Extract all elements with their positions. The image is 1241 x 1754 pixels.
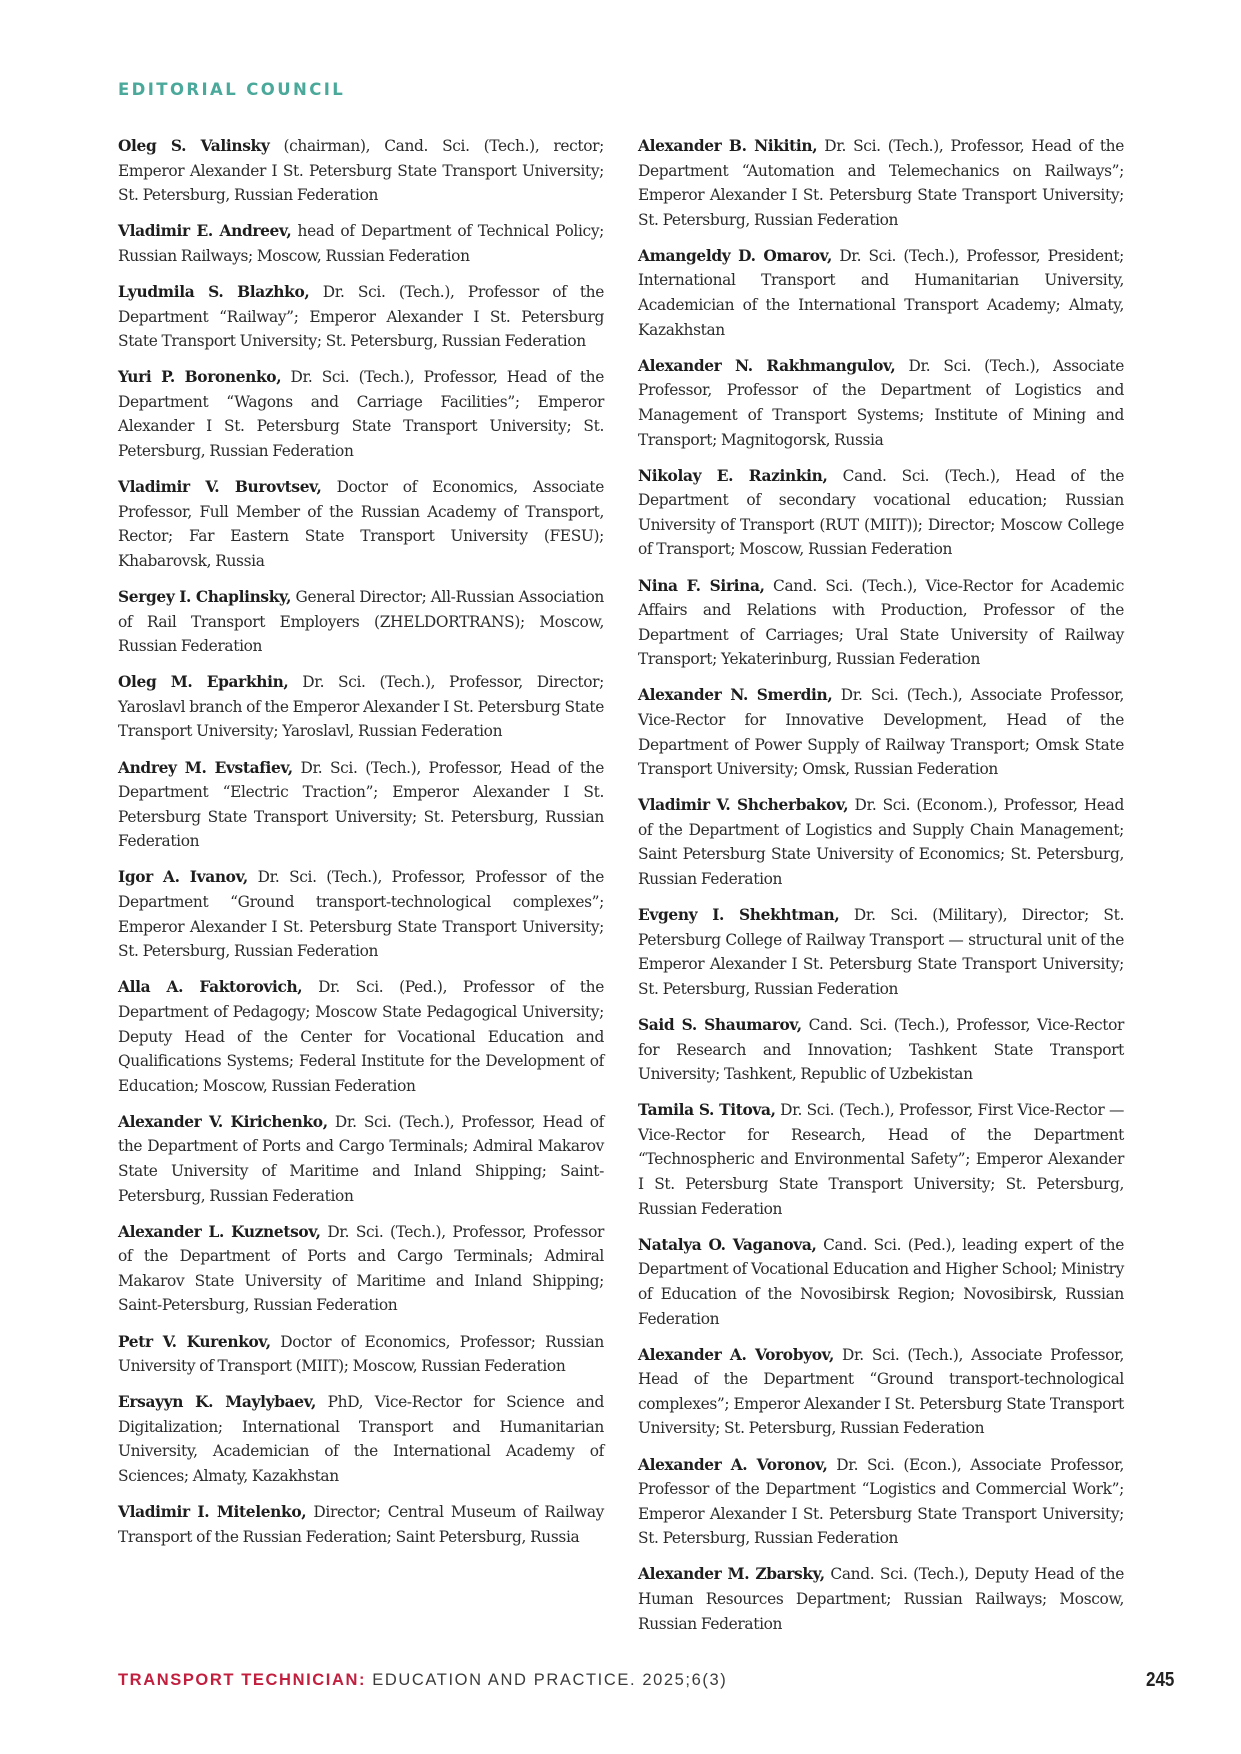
section-title: EDITORIAL COUNCIL <box>118 80 346 99</box>
member-affiliation: head of Department of Technical Policy; Russian Railways; Moscow, Russian Federation <box>118 222 605 265</box>
member-name: Natalya O. Vaganova, <box>638 1235 817 1254</box>
journal-name: TRANSPORT TECHNICIAN: <box>118 1671 367 1689</box>
council-member-entry <box>638 1343 1124 1441</box>
member-affiliation: PhD, Vice-Rector for Science and Digitalization; International Transport and Humanitarian University, Academician of the International Academy of Sciences; Almaty, Kazakhstan <box>118 1393 604 1485</box>
member-affiliation: Dr. Sci. (Military), Director; St. Petersburg College of Railway Transport — structural unit of the Emperor Alexander I St. Petersburg State Transport University; St. Petersburg, Russian Federation <box>638 906 1124 998</box>
council-member-entry <box>638 464 1124 562</box>
member-name: Igor A. Ivanov, <box>118 868 248 887</box>
member-name: Vladimir I. Mitelenko, <box>118 1503 307 1522</box>
member-name: Alexander A. Vorobyov, <box>638 1345 834 1364</box>
council-member-entry <box>638 1233 1124 1331</box>
member-affiliation: Doctor of Economics, Associate Professor, Full Member of the Russian Academy of Transport, Rector; Far Eastern State Transport University (FESU); Khabarovsk, Russia <box>118 478 604 570</box>
member-name: Nikolay E. Razinkin, <box>638 466 828 485</box>
member-affiliation: Cand. Sci. (Tech.), Deputy Head of the Human Resources Department; Russian Railways; Moscow, Russian Federation <box>638 1565 1124 1633</box>
council-member-entry <box>638 1453 1124 1551</box>
member-affiliation: Dr. Sci. (Tech.), Associate Professor, Head of the Department “Ground transport-technological complexes”; Emperor Alexander I St. Petersburg State Transport University; St. Petersburg, Russian Federation <box>638 1345 1125 1438</box>
member-name: Yuri P. Boronenko, <box>118 368 282 387</box>
council-member-entry <box>118 670 604 744</box>
member-name: Alexander A. Voronov, <box>638 1455 828 1474</box>
member-name: Alla A. Faktorovich, <box>118 978 303 997</box>
member-name: Oleg M. Eparkhin, <box>118 673 289 692</box>
council-member-entry <box>118 1330 604 1379</box>
member-affiliation: Dr. Sci. (Tech.), Professor of the Department “Railway”; Emperor Alexander I St. Petersburg State Transport University; St. Petersburg, Russian Federation <box>118 282 604 351</box>
member-name: Ersayyn K. Maylybaev, <box>118 1393 317 1412</box>
member-name: Evgeny I. Shekhtman, <box>638 906 840 925</box>
member-affiliation: Director; Central Museum of Railway Transport of the Russian Federation; Saint Petersburg, Russia <box>118 1503 604 1546</box>
member-affiliation: Dr. Sci. (Tech.), Professor, President; International Transport and Humanitarian University, Academician of the International Transport Academy; Almaty, Kazakhstan <box>638 246 1124 339</box>
member-name: Oleg S. Valinsky <box>118 137 270 155</box>
council-member-entry <box>118 585 604 659</box>
council-member-entry <box>118 134 604 208</box>
council-member-entry <box>118 1390 604 1488</box>
member-name: Alexander N. Rakhmangulov, <box>638 356 896 375</box>
council-member-entry <box>638 793 1124 891</box>
member-affiliation: Dr. Sci. (Tech.), Professor, First Vice-Rector — Vice-Rector for Research, Head of the Department “Technospheric and Environmental Safety”; Emperor Alexander I St. Petersburg State Transport University; St. Petersburg, Russian Federation <box>638 1101 1124 1218</box>
right-column <box>638 134 1124 1648</box>
council-member-entry <box>118 1220 604 1318</box>
council-member-entry <box>118 475 604 573</box>
member-affiliation: General Director; All-Russian Association of Rail Transport Employers (ZHELDORTRANS); Moscow, Russian Federation <box>118 588 604 656</box>
member-affiliation: Dr. Sci. (Tech.), Associate Professor, Professor of the Department of Logistics and Management of Transport Systems; Institute of Mining and Transport; Magnitogorsk, Russia <box>638 356 1124 449</box>
council-member-entry <box>638 244 1124 342</box>
member-name: Alexander B. Nikitin, <box>638 137 818 155</box>
member-affiliation: Dr. Sci. (Tech.), Professor, Professor of the Department “Ground transport-technological complexes”; Emperor Alexander I St. Petersburg State Transport University; St. Petersburg, Russian Federation <box>118 868 604 961</box>
member-affiliation: Dr. Sci. (Ped.), Professor of the Department of Pedagogy; Moscow State Pedagogical University; Deputy Head of the Center for Vocational Education and Qualifications Systems; Federal Institute for the Development of Education; Moscow, Russian Federation <box>118 978 604 1095</box>
member-affiliation: Dr. Sci. (Econ.), Associate Professor, Professor of the Department “Logistics and Commercial Work”; Emperor Alexander I St. Petersburg State Transport University; St. Petersburg, Russian Federation <box>638 1455 1124 1548</box>
council-member-entry <box>638 1098 1124 1221</box>
member-name: Lyudmila S. Blazhko, <box>118 282 310 301</box>
member-affiliation: (chairman), Cand. Sci. (Tech.), rector; Emperor Alexander I St. Petersburg State Transport University; St. Petersburg, Russian Federation <box>118 137 604 205</box>
council-member-entry <box>118 1500 604 1549</box>
left-column <box>118 134 604 1561</box>
member-affiliation: Dr. Sci. (Tech.), Professor, Head of the Department “Automation and Telemechanics on Railways”; Emperor Alexander I St. Petersburg State Transport University; St. Petersburg, Russian Federation <box>638 137 1124 229</box>
council-member-entry <box>118 219 604 268</box>
member-name: Tamila S. Titova, <box>638 1101 776 1120</box>
journal-issue: EDUCATION AND PRACTICE. 2025;6(3) <box>366 1671 728 1689</box>
council-member-entry <box>118 756 604 854</box>
member-affiliation: Cand. Sci. (Ped.), leading expert of the Department of Vocational Education and Higher School; Ministry of Education of the Novosibirsk Region; Novosibirsk, Russian Federation <box>638 1235 1124 1328</box>
council-member-entry <box>118 865 604 963</box>
council-member-entry <box>118 1110 604 1208</box>
council-member-entry <box>638 1013 1124 1087</box>
running-footer <box>118 1671 727 1690</box>
member-name: Vladimir V. Shcherbakov, <box>638 796 849 815</box>
member-affiliation: Cand. Sci. (Tech.), Vice-Rector for Academic Affairs and Relations with Production, Professor of the Department of Carriages; Ural State University of Railway Transport; Yekaterinburg, Russian Federation <box>638 576 1124 669</box>
member-affiliation: Dr. Sci. (Tech.), Professor, Director; Yaroslavl branch of the Emperor Alexander I St. Petersburg State Transport University; Yaroslavl, Russian Federation <box>118 673 604 741</box>
member-name: Nina F. Sirina, <box>638 576 765 595</box>
member-affiliation: Dr. Sci. (Tech.), Professor, Head of the Department of Ports and Cargo Terminals; Admiral Makarov State University of Maritime and Inland Shipping; Saint-Petersburg, Russian Federation <box>118 1112 604 1205</box>
member-affiliation: Dr. Sci. (Econom.), Professor, Head of the Department of Logistics and Supply Chain Management; Saint Petersburg State University of Economics; St. Petersburg, Russian Federation <box>638 796 1124 889</box>
member-name: Said S. Shaumarov, <box>638 1016 802 1034</box>
council-member-entry <box>638 354 1124 452</box>
member-name: Alexander V. Kirichenko, <box>118 1112 328 1131</box>
council-member-entry <box>118 365 604 463</box>
council-member-entry <box>118 280 604 354</box>
council-member-entry <box>638 903 1124 1001</box>
council-member-entry <box>638 574 1124 672</box>
member-name: Vladimir E. Andreev, <box>118 222 292 241</box>
member-name: Amangeldy D. Omarov, <box>638 246 832 265</box>
member-name: Vladimir V. Burovtsev, <box>118 478 322 497</box>
member-name: Andrey M. Evstafiev, <box>118 758 293 777</box>
member-name: Alexander N. Smerdin, <box>638 686 833 705</box>
member-affiliation: Dr. Sci. (Tech.), Associate Professor, Vice-Rector for Innovative Development, Head of the Department of Power Supply of Railway Transport; Omsk State Transport University; Omsk, Russian Federation <box>638 686 1125 779</box>
member-affiliation: Doctor of Economics, Professor; Russian University of Transport (MIIT); Moscow, Russian Federation <box>118 1332 604 1376</box>
member-name: Alexander M. Zbarsky, <box>638 1565 825 1584</box>
council-member-entry <box>638 1562 1124 1636</box>
council-member-entry <box>638 683 1124 781</box>
member-name: Alexander L. Kuznetsov, <box>118 1222 321 1241</box>
member-affiliation: Dr. Sci. (Tech.), Professor, Head of the Department “Electric Traction”; Emperor Alexander I St. Petersburg State Transport University; St. Petersburg, Russian Federation <box>118 758 605 851</box>
member-affiliation: Cand. Sci. (Tech.), Professor, Vice-Rector for Research and Innovation; Tashkent State Transport University; Tashkent, Republic of Uzbekistan <box>638 1016 1124 1084</box>
member-affiliation: Dr. Sci. (Tech.), Professor, Professor of the Department of Ports and Cargo Terminals; Admiral Makarov State University of Maritime and Inland Shipping; Saint-Petersburg, Russian Federation <box>118 1222 604 1315</box>
council-member-entry <box>118 975 604 1098</box>
member-name: Petr V. Kurenkov, <box>118 1332 271 1351</box>
member-affiliation: Cand. Sci. (Tech.), Head of the Department of secondary vocational education; Russian University of Transport (RUT (MIIT)); Director; Moscow College of Transport; Moscow, Russian Federation <box>638 466 1124 559</box>
council-member-entry <box>638 134 1124 232</box>
member-affiliation: Dr. Sci. (Tech.), Professor, Head of the Department “Wagons and Carriage Facilities”; Emperor Alexander I St. Petersburg State Transport University; St. Petersburg, Russian Federation <box>118 368 604 461</box>
member-name: Sergey I. Chaplinsky, <box>118 588 292 606</box>
page-number: 245 <box>1146 1669 1175 1691</box>
